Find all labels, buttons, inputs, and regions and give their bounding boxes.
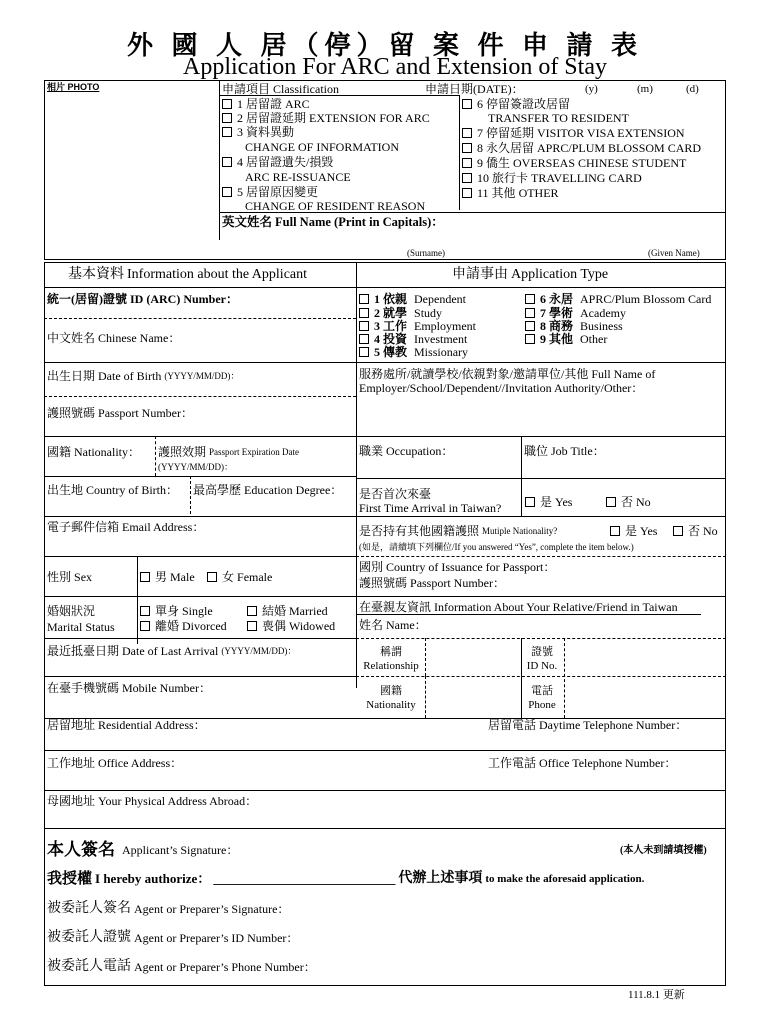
ab-zh: 母國地址 xyxy=(47,794,96,808)
mob-en: Mobile Number： xyxy=(122,681,212,695)
occ-zh: 職業 xyxy=(359,444,384,458)
classification-item-transfer-en: TRANSFER TO RESIDENT xyxy=(488,111,629,125)
checkbox[interactable] xyxy=(462,188,472,198)
checkbox[interactable] xyxy=(525,334,535,344)
daytime-phone-field[interactable] xyxy=(488,718,687,732)
arc-number-field[interactable] xyxy=(47,292,238,306)
item-zh: 7 停留延期 xyxy=(477,126,535,140)
married-label: 結婚 Married xyxy=(262,604,328,618)
type-employment[interactable] xyxy=(359,319,476,333)
op2-en: Office Telephone Number： xyxy=(539,756,677,770)
form-title-chinese: 外 國 人 居（停）留 案 件 申 請 表 xyxy=(126,31,643,60)
type-en: Investment xyxy=(414,332,468,346)
first-time-zh: 是否首次來臺 xyxy=(359,487,432,501)
la-en: Date of Last Arrival xyxy=(122,644,219,658)
type-en: Business xyxy=(580,319,623,333)
item-zh: 1 居留證 xyxy=(237,97,283,111)
ai-zh: 被委託人證號 xyxy=(47,930,131,945)
auth-zh: 我授權 xyxy=(47,871,93,887)
relationship-zh: 稱謂 xyxy=(380,646,402,658)
employer-en1: Full Name of xyxy=(591,367,656,381)
section-basic-zh: 基本資料 xyxy=(68,267,124,282)
checkbox[interactable] xyxy=(359,334,369,344)
marital-single-option[interactable] xyxy=(140,604,213,618)
education-field[interactable] xyxy=(193,483,342,497)
arc-en: ID (ARC) Number： xyxy=(130,292,238,306)
item-en: ARC xyxy=(285,97,310,111)
type-zh: 3 工作 xyxy=(374,319,408,333)
checkbox[interactable] xyxy=(673,526,683,536)
classification-item-extension[interactable] xyxy=(222,111,430,125)
section-basic-en: Information about the Applicant xyxy=(127,267,308,282)
item-zh: 3 資料異動 xyxy=(237,125,295,139)
bc-zh: 出生地 xyxy=(47,483,84,497)
item-en: TRAVELLING CARD xyxy=(531,171,642,185)
classification-item-overseas[interactable] xyxy=(462,156,686,170)
pp-en: Passport Number： xyxy=(98,406,194,420)
email-field[interactable] xyxy=(47,520,204,534)
relative-nationality-en: Nationality xyxy=(366,699,416,711)
sex-field xyxy=(47,570,92,584)
jt-zh: 職位 xyxy=(524,444,549,458)
checkbox[interactable] xyxy=(247,621,257,631)
checkbox[interactable] xyxy=(359,294,369,304)
sign-zh: 本人簽名 xyxy=(47,840,115,859)
relative-nationality-input[interactable] xyxy=(426,678,520,716)
classification-item-aprc[interactable] xyxy=(462,141,701,155)
checkbox[interactable] xyxy=(462,173,472,183)
item-en: OVERSEAS CHINESE STUDENT xyxy=(513,156,687,170)
date-label: 申請日期(DATE)： xyxy=(425,82,524,96)
classification-item-visitor[interactable] xyxy=(462,126,685,140)
arc-zh: 統一(居留)證號 xyxy=(47,292,127,306)
agent-id-field[interactable] xyxy=(47,929,298,947)
dob-en: Date of Birth xyxy=(98,369,162,383)
passport-expiry-field[interactable] xyxy=(158,445,299,459)
type-dependent[interactable] xyxy=(359,292,466,306)
classification-item-reason[interactable] xyxy=(222,185,318,199)
sex-en: Sex xyxy=(74,570,93,584)
type-zh: 6 永居 xyxy=(540,292,574,306)
rel-en: Information About Your Relative/Friend in Taiwan xyxy=(434,600,678,614)
occupation-field[interactable] xyxy=(359,444,453,458)
male-en: Male xyxy=(170,570,195,584)
multiple-nationality-yes[interactable] xyxy=(610,524,657,538)
self-note: (本人未到請填授權) xyxy=(620,845,707,856)
type-business[interactable] xyxy=(525,319,623,333)
full-name-label xyxy=(222,215,444,229)
dob-field[interactable] xyxy=(47,369,239,383)
type-en: Academy xyxy=(580,306,626,320)
op-zh: 護照號碼 xyxy=(359,576,408,590)
rel-zh: 在臺親友資訊 xyxy=(359,600,432,614)
checkbox[interactable] xyxy=(359,308,369,318)
section-application-type xyxy=(452,267,608,283)
item-zh: 9 僑生 xyxy=(477,156,511,170)
la-zh: 最近抵臺日期 xyxy=(47,644,120,658)
pe-zh: 護照效期 xyxy=(158,445,207,459)
version-label: 111.8.1 更新 xyxy=(628,989,685,1001)
photo-area[interactable] xyxy=(45,81,218,239)
multiple-nationality-note: (如是，請續填下列欄位/If you answered “Yes”, complete the item below.) xyxy=(359,542,634,552)
agent-phone-field[interactable] xyxy=(47,958,316,976)
checkbox[interactable] xyxy=(462,158,472,168)
type-aprc[interactable] xyxy=(525,292,711,306)
first-time-no[interactable] xyxy=(606,495,651,509)
photo-label: 相片 PHOTO xyxy=(47,82,100,92)
dp-en: Daytime Telephone Number： xyxy=(539,718,688,732)
pe-en: Passport Expiration Date xyxy=(209,447,299,457)
male-zh: 男 xyxy=(155,570,168,584)
first-time-yes[interactable] xyxy=(525,495,572,509)
dob-fmt: (YYYY/MM/DD)： xyxy=(164,371,240,381)
relative-phone-zh: 電話 xyxy=(531,685,553,697)
classification-item-other[interactable] xyxy=(462,186,559,200)
id-no-en: ID No. xyxy=(526,660,558,672)
form-title-english: Application For ARC and Extension of Stay xyxy=(183,54,607,80)
residential-address-field[interactable] xyxy=(47,718,206,732)
auth-zh2: 代辦上述事項 xyxy=(398,871,483,886)
relative-name-field[interactable] xyxy=(359,618,427,632)
la-fmt: (YYYY/MM/DD)： xyxy=(221,646,297,656)
type-missionary[interactable] xyxy=(359,345,468,359)
classification-item-arc[interactable] xyxy=(222,97,310,111)
jt-en: Job Title： xyxy=(551,444,605,458)
cn-en: Chinese Name： xyxy=(98,331,181,345)
type-zh: 8 商務 xyxy=(540,319,574,333)
cn-zh: 中文姓名 xyxy=(47,331,96,345)
date-d: (d) xyxy=(686,83,699,95)
checkbox[interactable] xyxy=(359,347,369,357)
relationship-en: Relationship xyxy=(363,660,419,672)
occ-en: Occupation： xyxy=(386,444,454,458)
checkbox[interactable] xyxy=(525,294,535,304)
checkbox[interactable] xyxy=(525,321,535,331)
relative-section-header xyxy=(359,600,678,614)
relative-phone-en: Phone xyxy=(528,699,556,711)
item-zh: 6 停留簽證改居留 xyxy=(477,97,571,111)
divorced-label: 離婚 Divorced xyxy=(155,619,227,633)
mob-zh: 在臺手機號碼 xyxy=(47,681,120,695)
type-zh: 2 就學 xyxy=(374,306,408,320)
date-m: (m) xyxy=(637,83,653,95)
bc-en: Country of Birth： xyxy=(86,483,179,497)
checkbox[interactable] xyxy=(140,621,150,631)
first-time-en: First Time Arrival in Taiwan? xyxy=(359,501,502,515)
auth-en2: to make the aforesaid application. xyxy=(485,873,645,885)
item-zh: 10 旅行卡 xyxy=(477,171,529,185)
classification-item-change[interactable] xyxy=(222,125,294,139)
type-investment[interactable] xyxy=(359,332,467,346)
dp-zh: 居留電話 xyxy=(488,718,537,732)
marital-label-zh: 婚姻狀況 xyxy=(47,604,96,618)
passport-expiry-format: (YYYY/MM/DD)： xyxy=(158,462,233,472)
em-zh: 電子郵件信箱 xyxy=(47,520,120,534)
classification-item-reissue[interactable] xyxy=(222,155,333,169)
type-en: Dependent xyxy=(414,292,466,306)
sign-en: Applicant’s Signature： xyxy=(122,843,239,857)
applicant-signature-field[interactable] xyxy=(47,840,238,860)
female-en: Female xyxy=(237,570,273,584)
ai-en: Agent or Preparer’s ID Number： xyxy=(134,931,299,945)
classification-item-reason-en: CHANGE OF RESIDENT REASON xyxy=(245,199,426,213)
multi-en: Mutiple Nationality? xyxy=(482,526,558,536)
checkbox[interactable] xyxy=(222,99,232,109)
classification-header: 申請項目 Classification xyxy=(222,82,339,96)
checkbox[interactable] xyxy=(359,321,369,331)
yes-label: 是 Yes xyxy=(625,524,658,538)
rn-zh: 姓名 xyxy=(359,618,384,632)
given-name-label: (Given Name) xyxy=(648,248,700,258)
item-zh: 8 永久居留 xyxy=(477,141,535,155)
dob-zh: 出生日期 xyxy=(47,369,96,383)
ap-en: Agent or Preparer’s Phone Number： xyxy=(134,960,316,974)
item-en: EXTENSION FOR ARC xyxy=(309,111,430,125)
ed-zh: 最高學歷 xyxy=(193,483,242,497)
yes-label: 是 Yes xyxy=(540,495,573,509)
auth-en: I hereby authorize： xyxy=(95,871,211,886)
oa-en: Office Address： xyxy=(98,756,183,770)
op2-zh: 工作電話 xyxy=(488,756,537,770)
type-en: Missionary xyxy=(414,345,469,359)
checkbox[interactable] xyxy=(222,113,232,123)
chinese-name-field[interactable] xyxy=(47,331,180,345)
relative-phone-input[interactable] xyxy=(565,678,725,716)
type-zh: 7 學術 xyxy=(540,306,574,320)
ic-zh: 國別 xyxy=(359,560,384,574)
marital-married-option[interactable] xyxy=(247,604,328,618)
employer-field-en: Employer/School/Dependent//Invitation Authority/Other： xyxy=(359,381,644,395)
checkbox[interactable] xyxy=(222,157,232,167)
ra-en: Residential Address： xyxy=(98,718,206,732)
abroad-address-field[interactable] xyxy=(47,794,257,808)
classification-item-transfer[interactable] xyxy=(462,97,570,111)
office-phone-field[interactable] xyxy=(488,756,676,770)
type-study[interactable] xyxy=(359,306,442,320)
type-en: Employment xyxy=(414,319,477,333)
checkbox[interactable] xyxy=(222,127,232,137)
multiple-nationality-no[interactable] xyxy=(673,524,718,538)
issuance-country-field[interactable] xyxy=(359,560,555,574)
checkbox[interactable] xyxy=(525,497,535,507)
as-zh: 被委託人簽名 xyxy=(47,901,131,916)
last-arrival-field[interactable] xyxy=(47,644,296,658)
checkbox[interactable] xyxy=(247,606,257,616)
other-passport-field[interactable] xyxy=(359,576,505,590)
sex-male-option[interactable] xyxy=(140,570,195,584)
checkbox[interactable] xyxy=(207,572,217,582)
em-en: Email Address： xyxy=(122,520,205,534)
op-en: Passport Number： xyxy=(410,576,506,590)
sex-female-option[interactable] xyxy=(207,570,272,584)
checkbox[interactable] xyxy=(140,606,150,616)
item-zh: 11 其他 xyxy=(477,186,516,200)
single-label: 單身 Single xyxy=(155,604,213,618)
date-y: (y) xyxy=(585,83,598,95)
employer-field[interactable] xyxy=(359,367,655,381)
multi-zh: 是否持有其他國籍護照 xyxy=(359,524,480,538)
pp-zh: 護照號碼 xyxy=(47,406,96,420)
item-zh: 4 居留證遺失/損毀 xyxy=(237,155,334,169)
full-name-input[interactable] xyxy=(220,230,725,246)
full-name-en: Full Name (Print in Capitals)： xyxy=(275,215,444,229)
oa-zh: 工作地址 xyxy=(47,756,96,770)
marital-label-en: Marital Status xyxy=(47,620,115,634)
type-zh: 5 傳教 xyxy=(374,345,408,359)
marital-divorced-option[interactable] xyxy=(140,619,227,633)
birth-country-field[interactable] xyxy=(47,483,178,497)
type-other[interactable] xyxy=(525,332,607,346)
section-basic-info xyxy=(68,267,307,283)
section-type-en: Application Type xyxy=(511,267,609,282)
ra-zh: 居留地址 xyxy=(47,718,96,732)
item-en: APRC/PLUM BLOSSOM CARD xyxy=(537,141,702,155)
employer-zh: 服務處所/就讀學校/依親對象/邀請單位/其他 xyxy=(359,367,589,381)
checkbox[interactable] xyxy=(525,308,535,318)
mobile-field[interactable] xyxy=(47,681,211,695)
nat-en: Nationality： xyxy=(74,445,141,459)
ap-zh: 被委託人電話 xyxy=(47,959,131,974)
full-name-zh: 英文姓名 xyxy=(222,215,273,229)
type-zh: 9 其他 xyxy=(540,332,574,346)
type-en: Other xyxy=(580,332,608,346)
multiple-nationality-field xyxy=(359,524,557,538)
type-academy[interactable] xyxy=(525,306,626,320)
item-en: VISITOR VISA EXTENSION xyxy=(537,126,685,140)
nat-zh: 國籍 xyxy=(47,445,72,459)
passport-field[interactable] xyxy=(47,406,193,420)
checkbox[interactable] xyxy=(222,187,232,197)
checkbox[interactable] xyxy=(462,128,472,138)
checkbox[interactable] xyxy=(140,572,150,582)
checkbox[interactable] xyxy=(606,497,616,507)
type-zh: 1 依親 xyxy=(374,292,408,306)
rn-en: Name： xyxy=(386,618,427,632)
type-en: Study xyxy=(414,306,443,320)
type-en: APRC/Plum Blossom Card xyxy=(580,292,712,306)
marital-widowed-option[interactable] xyxy=(247,619,335,633)
nationality-field[interactable] xyxy=(47,445,140,459)
section-type-zh: 申請事由 xyxy=(452,267,508,282)
job-title-field[interactable] xyxy=(524,444,605,458)
female-zh: 女 xyxy=(222,570,235,584)
no-label: 否 No xyxy=(688,524,718,538)
classification-item-change-en: CHANGE OF INFORMATION xyxy=(245,140,400,154)
ic-en: Country of Issuance for Passport： xyxy=(386,560,556,574)
classification-item-reissue-en: ARC RE-ISSUANCE xyxy=(245,170,351,184)
ed-en: Education Degree： xyxy=(244,483,343,497)
widowed-label: 喪偶 Widowed xyxy=(262,619,336,633)
item-en: OTHER xyxy=(518,186,559,200)
surname-label: (Surname) xyxy=(407,248,445,258)
agent-signature-field[interactable] xyxy=(47,900,289,918)
id-no-input[interactable] xyxy=(565,640,725,674)
id-no-zh: 證號 xyxy=(531,646,553,658)
as-en: Agent or Preparer’s Signature： xyxy=(134,902,290,916)
checkbox[interactable] xyxy=(610,526,620,536)
no-label: 否 No xyxy=(621,495,651,509)
item-zh: 2 居留證延期 xyxy=(237,111,307,125)
checkbox[interactable] xyxy=(462,99,472,109)
relative-nationality-zh: 國籍 xyxy=(380,685,402,697)
auth-blank: ____________________________ xyxy=(213,871,396,886)
classification-item-travel[interactable] xyxy=(462,171,642,185)
item-zh: 5 居留原因變更 xyxy=(237,185,319,199)
office-address-field[interactable] xyxy=(47,756,182,770)
ab-en: Your Physical Address Abroad： xyxy=(98,794,258,808)
sex-zh: 性別 xyxy=(47,570,72,584)
relationship-input[interactable] xyxy=(426,640,520,674)
checkbox[interactable] xyxy=(462,143,472,153)
authorization-line[interactable] xyxy=(47,870,644,888)
type-zh: 4 投資 xyxy=(374,332,408,346)
